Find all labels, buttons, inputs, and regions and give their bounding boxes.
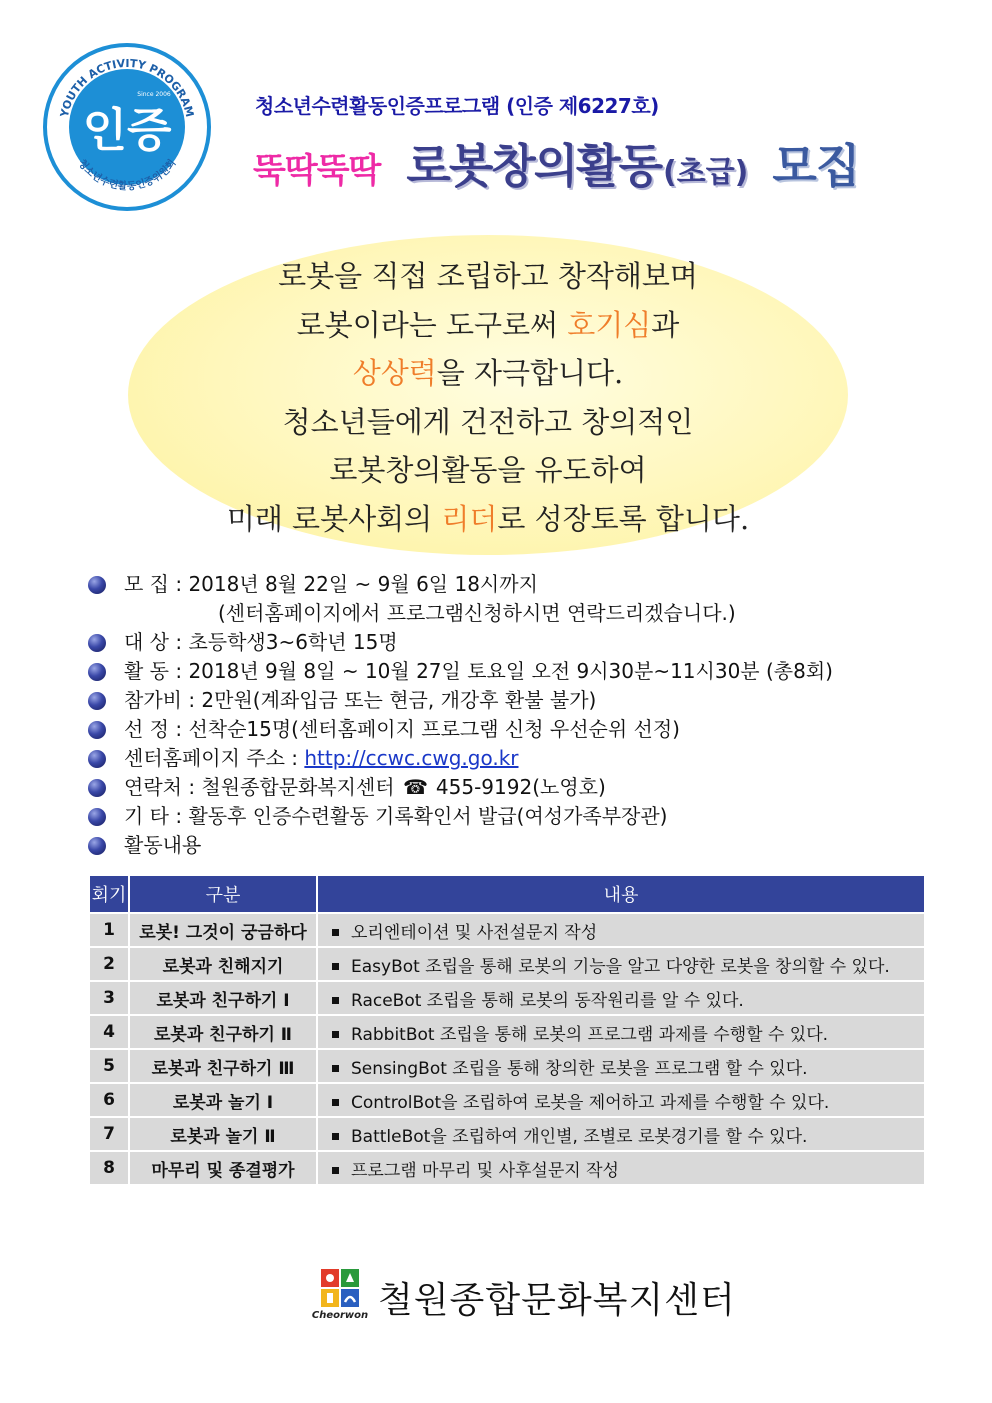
title-prefix: 뚝딱뚝딱 [253, 151, 381, 191]
info-selection: 선 정 : 선착순15명(센터홈페이지 프로그램 신청 우선순위 선정) [88, 715, 948, 744]
header-session: 회기 [89, 875, 129, 913]
intro-line-3: 상상력을 자극합니다. [352, 356, 624, 390]
session-description: 프로그램 마무리 및 사후설문지 작성 [317, 1151, 925, 1185]
footer-logo-caption: Cheorwon [311, 1310, 369, 1321]
info-target: 대 상 : 초등학생3~6학년 15명 [88, 628, 948, 657]
session-category: 로봇과 친구하기 Ⅱ [129, 1015, 317, 1049]
session-number: 8 [89, 1151, 129, 1185]
organization-name: 철원종합문화복지센터 [378, 1279, 736, 1321]
table-row [89, 981, 925, 1015]
info-activity: 활 동 : 2018년 9월 8일 ~ 10월 27일 토요일 오전 9시30분~11시30분 (총8회) [88, 657, 948, 686]
session-category: 로봇! 그것이 궁금하다 [129, 913, 317, 947]
footer [311, 1268, 736, 1326]
title-recruit: 모집 [772, 139, 860, 193]
info-homepage: 센터홈페이지 주소 : http://ccwc.cwg.go.kr [88, 744, 948, 773]
cheorwon-logo [311, 1268, 369, 1326]
table-row [89, 1151, 925, 1185]
table-row [89, 1015, 925, 1049]
session-category: 로봇과 놀기 Ⅰ [129, 1083, 317, 1117]
header-category: 구분 [129, 875, 317, 913]
bullet-icon [88, 721, 106, 739]
bullet-icon [88, 634, 106, 652]
table-row [89, 947, 925, 981]
bullet-icon [88, 808, 106, 826]
session-description: EasyBot 조립을 통해 로봇의 기능을 알고 다양한 로봇을 창의할 수 있다. [317, 947, 925, 981]
session-category: 로봇과 친구하기 Ⅰ [129, 981, 317, 1015]
info-content-heading: 활동내용 [88, 831, 948, 860]
header-content: 내용 [317, 875, 925, 913]
bullet-icon [88, 779, 106, 797]
highlight-imagination: 상상력 [352, 356, 437, 390]
square-bullet-icon [332, 1133, 339, 1140]
session-category: 로봇과 친구하기 Ⅲ [129, 1049, 317, 1083]
info-fee: 참가비 : 2만원(계좌입금 또는 현금, 개강후 환불 불가) [88, 686, 948, 715]
telephone-icon: ☎ [402, 775, 428, 799]
activity-schedule-table [88, 874, 926, 1186]
certification-number: 청소년수련활동인증프로그램 (인증 제6227호) [255, 94, 659, 118]
certification-seal-icon [42, 42, 212, 212]
square-bullet-icon [332, 1031, 339, 1038]
square-bullet-icon [332, 997, 339, 1004]
logo-since: Since 2006 [137, 91, 171, 98]
session-description: SensingBot 조립을 통해 창의한 로봇을 프로그램 할 수 있다. [317, 1049, 925, 1083]
intro-line-4: 청소년들에게 건전하고 창의적인 [282, 404, 694, 439]
session-description: RaceBot 조립을 통해 로봇의 동작원리를 알 수 있다. [317, 981, 925, 1015]
intro-line-2: 로봇이라는 도구로써 호기심과 [296, 307, 680, 342]
title-sub: (초급) [663, 155, 749, 190]
square-bullet-icon [332, 1167, 339, 1174]
session-number: 2 [89, 947, 129, 981]
square-bullet-icon [332, 929, 339, 936]
title-main: 로봇창의활동 [406, 139, 662, 193]
session-number: 3 [89, 981, 129, 1015]
info-recruit: 모 집 : 2018년 8월 22일 ~ 9월 6일 18시까지 [88, 570, 948, 599]
logo-ring-bottom: 청소년수련활동인증위원회 [75, 157, 179, 193]
session-number: 1 [89, 913, 129, 947]
intro-text [128, 252, 848, 543]
session-description: 오리엔테이션 및 사전설문지 작성 [317, 913, 925, 947]
info-etc: 기 타 : 활동후 인증수련활동 기록확인서 발급(여성가족부장관) [88, 802, 948, 831]
session-number: 7 [89, 1117, 129, 1151]
square-bullet-icon [332, 1065, 339, 1072]
highlight-curiosity: 호기심 [567, 307, 652, 342]
info-recruit-note: (센터홈페이지에서 프로그램신청하시면 연락드리겠습니다.) [218, 601, 736, 625]
square-bullet-icon [332, 963, 339, 970]
session-description: ControlBot을 조립하여 로봇을 제어하고 과제를 수행할 수 있다. [317, 1083, 925, 1117]
session-number: 5 [89, 1049, 129, 1083]
cheorwon-emblem-icon [320, 1268, 360, 1308]
info-contact: 연락처 : 철원종합문화복지센터 ☎ 455-9192(노영호) [88, 773, 948, 802]
logo-ring-top: YOUTH ACTIVITY PROGRAM [57, 56, 197, 119]
bullet-icon [88, 576, 106, 594]
square-bullet-icon [332, 1099, 339, 1106]
bullet-icon [88, 750, 106, 768]
certification-logo [42, 42, 212, 212]
session-number: 6 [89, 1083, 129, 1117]
table-row [89, 1049, 925, 1083]
logo-center-text: 인증 [82, 103, 172, 157]
table-row [89, 1083, 925, 1117]
homepage-link[interactable]: http://ccwc.cwg.go.kr [304, 746, 519, 770]
session-category: 로봇과 놀기 Ⅱ [129, 1117, 317, 1151]
intro-line-5: 로봇창의활동을 유도하여 [329, 453, 647, 487]
bullet-icon [88, 837, 106, 855]
table-row [89, 913, 925, 947]
session-category: 로봇과 친해지기 [129, 947, 317, 981]
program-info-list [88, 570, 948, 860]
table-row [89, 1117, 925, 1151]
bullet-icon [88, 692, 106, 710]
session-number: 4 [89, 1015, 129, 1049]
intro-line-1: 로봇을 직접 조립하고 창작해보며 [278, 259, 698, 293]
highlight-leader: 리더 [441, 501, 498, 536]
session-description: BattleBot을 조립하여 개인별, 조별로 로봇경기를 할 수 있다. [317, 1117, 925, 1151]
session-category: 마무리 및 종결평가 [129, 1151, 317, 1185]
table-header-row [89, 875, 925, 913]
session-description: RabbitBot 조립을 통해 로봇의 프로그램 과제를 수행할 수 있다. [317, 1015, 925, 1049]
bullet-icon [88, 663, 106, 681]
intro-line-6: 미래 로봇사회의 리더로 성장토록 합니다. [226, 501, 750, 536]
page-title [253, 130, 860, 193]
